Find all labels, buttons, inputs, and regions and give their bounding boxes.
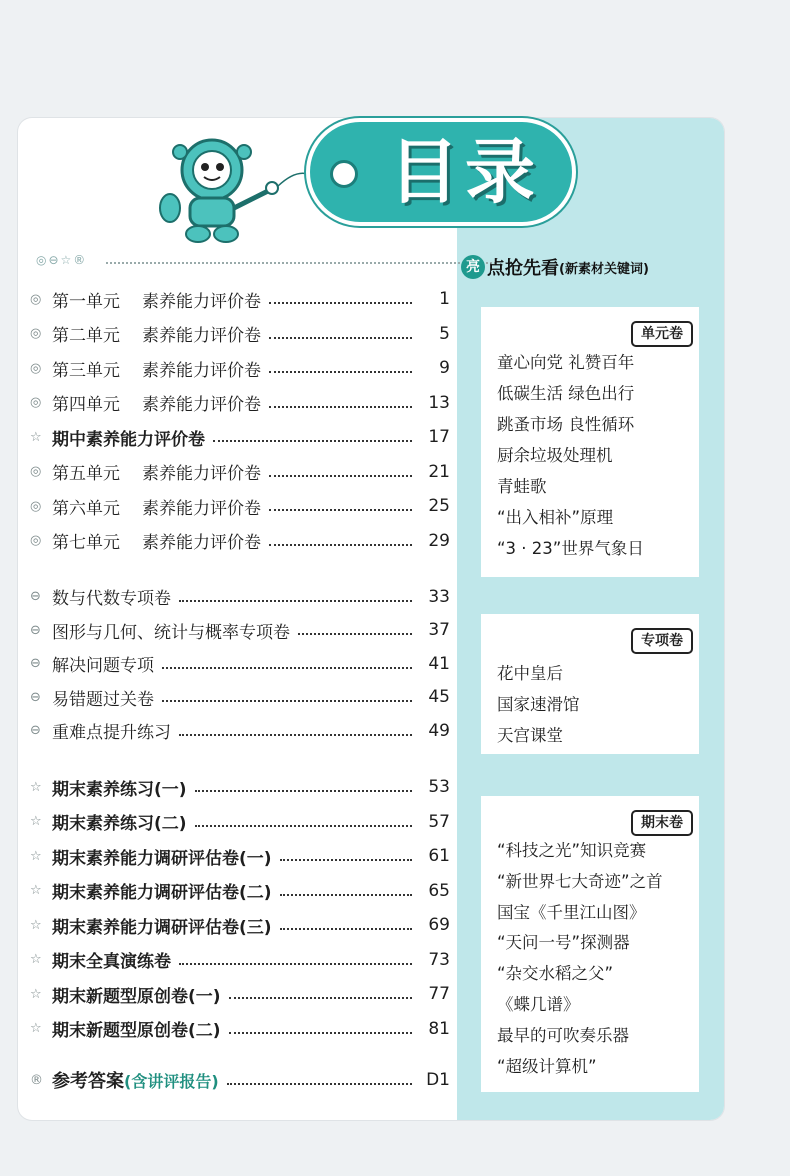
toc-bullet-icon: ◎	[30, 326, 42, 342]
toc-bullet-icon: ◎	[30, 498, 42, 514]
toc-row[interactable]	[30, 908, 450, 943]
highlights-title: 点抢先看	[487, 258, 559, 279]
box-tag: 专项卷	[631, 628, 693, 654]
dot-leader	[269, 406, 412, 408]
toc-bullet-icon: ◎	[30, 395, 42, 411]
dot-leader	[162, 667, 412, 669]
keyword-item: 国家速滑馆	[497, 695, 580, 714]
toc-page-number: 57	[428, 811, 450, 832]
toc-page-number: 61	[428, 846, 450, 867]
astronaut-mascot-icon	[140, 130, 310, 245]
toc-label: 期末素养练习(一)	[52, 779, 187, 800]
toc-page-number: 33	[428, 586, 450, 607]
toc-row[interactable]	[30, 805, 450, 840]
dot-leader	[229, 997, 412, 999]
keyword-item: 天宫课堂	[497, 726, 563, 745]
toc-label-secondary: 素养能力评价卷	[142, 464, 261, 485]
toc-label: 期末素养能力调研评估卷(一)	[52, 848, 272, 869]
toc-bullet-icon: ☆	[30, 952, 42, 968]
toc-bullet-icon: ☆	[30, 917, 42, 933]
toc-bullet-icon: ◎	[30, 464, 42, 480]
toc-bullet-icon: ☆	[30, 848, 42, 864]
toc-page-number: 5	[439, 323, 450, 344]
keyword-box-final	[481, 796, 699, 1092]
dot-leader	[179, 963, 412, 965]
toc-bullet-icon: ⊖	[30, 689, 41, 705]
toc-bullet-icon: ◎	[30, 533, 42, 549]
toc-row[interactable]	[30, 524, 450, 559]
dot-leader	[213, 440, 412, 442]
toc-row[interactable]	[30, 580, 450, 614]
toc-row[interactable]	[30, 614, 450, 648]
keyword-item: “天问一号”探测器	[497, 933, 630, 953]
keyword-list	[497, 658, 691, 751]
dot-leader	[227, 1083, 412, 1085]
toc-bullet-icon: ☆	[30, 429, 42, 445]
toc-page-number: 1	[439, 289, 450, 310]
keyword-box-unit	[481, 307, 699, 577]
toc-label: 第一单元	[52, 291, 120, 312]
toc-bullet-icon: ◎	[30, 360, 42, 376]
dot-leader	[162, 700, 412, 702]
keyword-item: 花中皇后	[497, 664, 563, 683]
toc-bullet-icon: ☆	[30, 779, 42, 795]
highlights-header	[461, 250, 723, 284]
toc-bullet-icon: ⊖	[30, 656, 41, 672]
toc-label: 第七单元	[52, 533, 120, 554]
answers-page: D1	[426, 1070, 450, 1090]
toc-page-number: 53	[428, 777, 450, 798]
toc-bullet-icon: ◎	[30, 291, 42, 307]
toc-bullet-icon: ⊖	[30, 589, 41, 605]
dot-leader	[269, 475, 412, 477]
toc-page-number: 45	[428, 687, 450, 708]
keyword-item: 低碳生活 绿色出行	[497, 384, 635, 403]
toc-label-secondary: 素养能力评价卷	[142, 360, 261, 381]
dot-leader	[229, 1032, 412, 1034]
toc-page-number: 49	[428, 720, 450, 741]
toc-label-secondary: 素养能力评价卷	[142, 291, 261, 312]
toc-page-number: 69	[428, 915, 450, 936]
page-title: 目录	[389, 131, 541, 213]
keyword-item: “超级计算机”	[497, 1056, 597, 1076]
toc-label: 解决问题专项	[52, 656, 154, 677]
toc-page-number: 9	[439, 358, 450, 379]
toc-page-number: 77	[428, 984, 450, 1005]
dotted-line	[106, 262, 496, 264]
toc-row[interactable]	[30, 874, 450, 909]
dot-leader	[269, 509, 412, 511]
toc-label: 期末素养能力调研评估卷(二)	[52, 883, 272, 904]
dot-leader	[269, 544, 412, 546]
divider-decoration-icon: ◎⊖☆®	[36, 253, 88, 267]
dot-leader	[179, 600, 412, 602]
toc-bullet-icon: ☆	[30, 883, 42, 899]
keyword-item: 跳蚤市场 良性循环	[497, 415, 635, 434]
toc-group-special	[30, 580, 450, 748]
toc-row[interactable]	[30, 317, 450, 352]
toc-label-secondary: 素养能力评价卷	[142, 533, 261, 554]
toc-label: 重难点提升练习	[52, 723, 171, 744]
dot-leader	[280, 894, 412, 896]
toc-page-number: 21	[428, 461, 450, 482]
toc-row[interactable]	[30, 1012, 450, 1047]
toc-group-units	[30, 282, 450, 562]
toc-page-number: 41	[428, 653, 450, 674]
toc-page-number: 81	[428, 1018, 450, 1039]
toc-page-number: 17	[428, 427, 450, 448]
dot-leader	[195, 790, 412, 792]
toc-row[interactable]	[30, 839, 450, 874]
keyword-item: “3 · 23”世界气象日	[497, 539, 644, 558]
toc-page-number: 37	[428, 620, 450, 641]
toc-label-secondary: 素养能力评价卷	[142, 326, 261, 347]
tag-hole-icon	[330, 160, 358, 188]
toc-label: 期末素养能力调研评估卷(三)	[52, 917, 272, 938]
toc-row[interactable]	[30, 386, 450, 421]
toc-bullet-icon: ⊖	[30, 622, 41, 638]
keyword-item: “新世界七大奇迹”之首	[497, 871, 663, 891]
answers-title: 参考答案	[52, 1071, 124, 1092]
highlights-badge: 亮	[461, 255, 485, 279]
keyword-list	[497, 836, 691, 1082]
toc-label-secondary: 素养能力评价卷	[142, 395, 261, 416]
highlights-subtitle: (新素材关键词)	[559, 261, 649, 277]
title-tag	[310, 122, 572, 222]
toc-row[interactable]	[30, 714, 450, 748]
toc-divider	[36, 253, 456, 273]
dot-leader	[280, 928, 412, 930]
toc-label: 图形与几何、统计与概率专项卷	[52, 622, 290, 643]
toc-label: 第四单元	[52, 395, 120, 416]
dot-leader	[298, 633, 412, 635]
box-tag: 单元卷	[631, 321, 693, 347]
toc-group-final	[30, 770, 450, 1050]
dot-leader	[179, 734, 412, 736]
keyword-item: 厨余垃圾处理机	[497, 446, 613, 465]
toc-row[interactable]	[30, 943, 450, 978]
toc-bullet-icon: ☆	[30, 814, 42, 830]
toc-label: 第二单元	[52, 326, 120, 347]
keyword-item: “杂交水稻之父”	[497, 964, 614, 984]
dot-leader	[269, 337, 412, 339]
toc-row[interactable]	[30, 977, 450, 1012]
keyword-item: 青蛙歌	[497, 477, 547, 496]
toc-page-number: 25	[428, 496, 450, 517]
dot-leader	[269, 371, 412, 373]
answers-icon: ®	[30, 1072, 43, 1088]
toc-label: 期末新题型原创卷(二)	[52, 1021, 221, 1042]
keyword-item: 最早的可吹奏乐器	[497, 1025, 629, 1045]
box-tag: 期末卷	[631, 810, 693, 836]
toc-label: 期中素养能力评价卷	[52, 429, 205, 450]
toc-page-number: 29	[428, 530, 450, 551]
toc-row[interactable]	[30, 681, 450, 715]
keyword-list	[497, 347, 691, 564]
toc-row[interactable]	[30, 420, 450, 455]
dot-leader	[280, 859, 412, 861]
toc-page-number: 13	[428, 392, 450, 413]
toc-row[interactable]	[30, 351, 450, 386]
toc-row[interactable]	[30, 489, 450, 524]
dot-leader	[195, 825, 412, 827]
toc-row[interactable]	[30, 282, 450, 317]
toc-label-secondary: 素养能力评价卷	[142, 498, 261, 519]
keyword-item: “科技之光”知识竞赛	[497, 841, 647, 860]
toc-row[interactable]	[30, 455, 450, 490]
toc-label: 期末新题型原创卷(一)	[52, 986, 221, 1007]
keyword-item: 国宝《千里江山图》	[497, 902, 646, 922]
keyword-box-special	[481, 614, 699, 754]
toc-label: 期末素养练习(二)	[52, 814, 187, 835]
toc-bullet-icon: ☆	[30, 986, 42, 1002]
toc-label: 易错题过关卷	[52, 689, 154, 710]
keyword-item: “出入相补”原理	[497, 508, 614, 527]
toc-row[interactable]	[30, 647, 450, 681]
toc-row[interactable]	[30, 770, 450, 805]
toc-bullet-icon: ⊖	[30, 723, 41, 739]
toc-page-number: 73	[428, 949, 450, 970]
toc-row-answers[interactable]	[30, 1065, 450, 1095]
toc-label: 第五单元	[52, 464, 120, 485]
keyword-item: 《蝶几谱》	[497, 994, 580, 1014]
answers-subtitle: (含讲评报告)	[124, 1071, 219, 1091]
toc-label: 数与代数专项卷	[52, 589, 171, 610]
dot-leader	[269, 302, 412, 304]
toc-page-number: 65	[428, 880, 450, 901]
toc-bullet-icon: ☆	[30, 1021, 42, 1037]
keyword-item: 童心向党 礼赞百年	[497, 353, 635, 372]
toc-label: 第六单元	[52, 498, 120, 519]
toc-label: 第三单元	[52, 360, 120, 381]
toc-label: 期末全真演练卷	[52, 952, 171, 973]
